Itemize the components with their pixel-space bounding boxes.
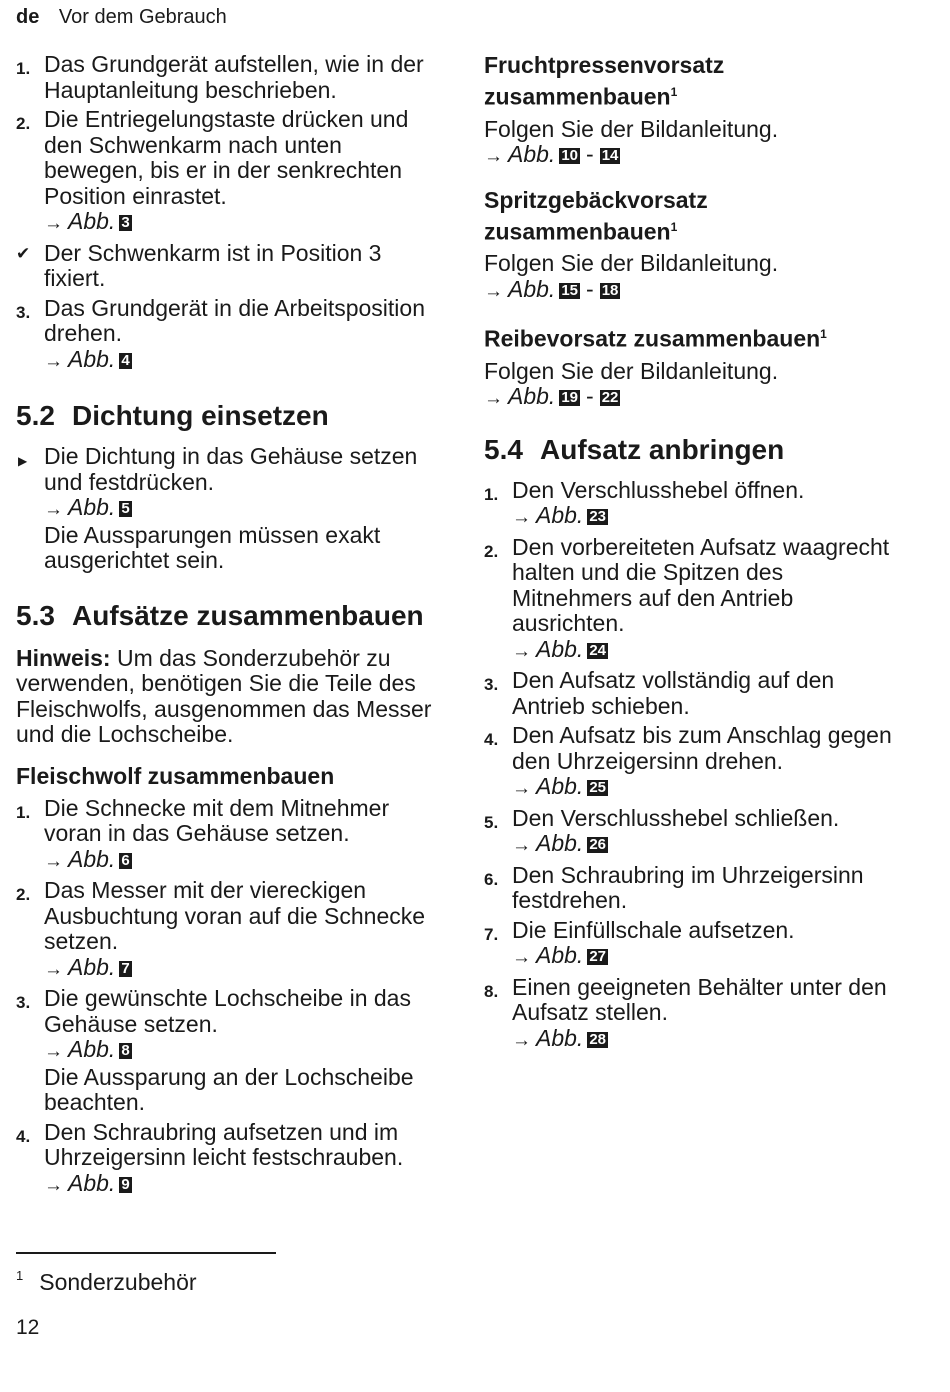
step-text: Das Grundgerät in die Arbeitsposition drehen. [44, 294, 425, 346]
figure-reference [512, 637, 904, 665]
hint-label: Hinweis: [16, 644, 111, 671]
step-number: 3. [16, 993, 31, 1012]
step-number: 8. [484, 981, 499, 1001]
footnote-marker: 1 [670, 85, 678, 99]
step-number: 2. [16, 114, 31, 133]
result-text: Der Schwenkarm ist in Position 3 fixiert. [44, 239, 382, 291]
footnote-text: Sonderzubehör [39, 1269, 197, 1295]
step-text: Die Schnecke mit dem Mitnehmer voran in das Gehäuse setzen. [44, 794, 390, 846]
step-text: Den vorbereiteten Aufsatz waagrecht halten und die Spitzen des Mitnehmers auf den Antrieb ausrichten. [512, 533, 890, 637]
step-item [16, 107, 436, 237]
arrow-right-icon: → [484, 146, 503, 168]
abb-label: Abb. [508, 383, 556, 410]
arrow-right-icon: → [44, 1041, 63, 1062]
step-note: Die Aussparung an der Lochscheibe beachten. [44, 1063, 414, 1115]
figure-number-badge: 15 [561, 281, 579, 299]
step-number: 1. [484, 484, 499, 504]
step-number: 2. [484, 541, 499, 561]
language-code: de [16, 6, 40, 28]
abb-label: Abb. [508, 275, 556, 302]
step-number: 4. [484, 730, 499, 750]
figure-number-badge: 5 [121, 500, 130, 517]
abb-label: Abb. [68, 1036, 116, 1062]
footnote-divider [16, 1252, 276, 1254]
figure-number-badge: 22 [601, 389, 619, 407]
checkmark-icon: ✔ [16, 243, 31, 263]
section-5-4 [484, 434, 904, 1054]
figure-number-badge: 25 [589, 779, 607, 797]
abb-label: Abb. [68, 953, 116, 980]
figure-reference [44, 495, 436, 523]
section-heading [484, 434, 904, 466]
arrow-right-icon: → [512, 507, 531, 529]
step-text: Das Messer mit der viereckigen Ausbuchtung voran auf die Schnecke setzen. [44, 877, 426, 954]
step-item [16, 796, 436, 875]
figure-range-reference [484, 142, 904, 170]
figure-reference [44, 209, 436, 237]
figure-number-badge: 3 [121, 214, 130, 231]
figure-reference [44, 955, 436, 983]
subsection-text: Folgen Sie der Bildanleitung. [484, 115, 779, 142]
abb-label: Abb. [68, 208, 116, 234]
intro-steps [16, 52, 436, 374]
step-text: Den Aufsatz vollständig auf den Antrieb schieben. [512, 667, 835, 719]
hint-text: Um das Sonderzubehör zu verwenden, benötigen Sie die Teile des Fleischwolfs, ausgenommen das Messer und die Lochscheibe. [16, 644, 432, 747]
section-title: Dichtung einsetzen [72, 400, 329, 431]
abb-label: Abb. [536, 502, 584, 529]
range-dash: - [586, 383, 594, 410]
section-number: 5.4 [484, 433, 523, 465]
hint-paragraph [16, 646, 436, 748]
action-note: Die Aussparungen müssen exakt ausgerichtet sein. [44, 521, 381, 573]
step-item [484, 975, 904, 1054]
step-item [16, 296, 436, 375]
step-number: 4. [16, 1126, 31, 1146]
figure-number-badge: 4 [121, 351, 130, 369]
figure-reference [44, 347, 436, 375]
range-dash: - [586, 141, 594, 168]
figure-number-badge: 23 [589, 508, 607, 526]
section-heading [16, 400, 436, 432]
figure-reference [512, 1026, 904, 1054]
figure-number-badge: 27 [589, 948, 607, 966]
arrow-right-icon: → [44, 213, 63, 234]
subsection-text: Folgen Sie der Bildanleitung. [484, 357, 779, 384]
arrow-right-icon: → [44, 1174, 63, 1196]
figure-number-badge: 10 [561, 147, 579, 165]
step-text: Die Einfüllschale aufsetzen. [512, 916, 795, 943]
abb-label: Abb. [68, 494, 116, 520]
step-item [16, 1120, 436, 1199]
step-number: 2. [16, 885, 31, 904]
abb-label: Abb. [68, 1169, 116, 1196]
step-number: 3. [16, 302, 31, 322]
subsection-fruchtpresse [484, 52, 904, 170]
subsection-heading [484, 52, 904, 111]
abb-label: Abb. [536, 830, 584, 857]
figure-range-reference [484, 277, 904, 305]
right-column [484, 52, 904, 1053]
figure-reference [512, 774, 904, 802]
footnote-marker: 1 [820, 327, 827, 342]
footnote-marker: 1 [670, 219, 678, 234]
figure-reference [44, 1171, 436, 1199]
step-text: Das Grundgerät aufstellen, wie in der Hauptanleitung beschrieben. [44, 51, 424, 103]
section-number: 5.3 [16, 599, 55, 631]
page-number: 12 [16, 1316, 40, 1339]
step-item [16, 878, 436, 982]
step-text: Den Verschlusshebel öffnen. [512, 476, 805, 503]
assembly-steps [16, 796, 436, 1199]
figure-number-badge: 26 [589, 836, 607, 854]
step-text: Die gewünschte Lochscheibe in das Gehäuse setzen. [44, 985, 411, 1037]
step-item [484, 668, 904, 719]
range-dash: - [586, 275, 594, 302]
arrow-right-icon: → [44, 850, 63, 872]
attach-steps [484, 478, 904, 1054]
abb-label: Abb. [536, 1024, 584, 1051]
step-number: 3. [484, 675, 499, 695]
abb-label: Abb. [536, 773, 584, 800]
action-item [16, 444, 436, 574]
section-title: Aufsatz anbringen [540, 433, 785, 465]
subsection-heading: Fleischwolf zusammenbauen [16, 762, 335, 789]
subsection-spritzgebaeck [484, 187, 904, 305]
step-item [16, 986, 436, 1116]
arrow-right-icon: → [44, 958, 63, 980]
arrow-right-icon: → [512, 640, 531, 662]
subsection-text: Folgen Sie der Bildanleitung. [484, 250, 779, 277]
footnote [16, 1268, 197, 1296]
figure-range-reference [484, 384, 904, 412]
arrow-right-icon: → [512, 778, 531, 800]
abb-label: Abb. [68, 345, 116, 372]
step-number: 1. [16, 802, 31, 822]
step-item [484, 806, 904, 859]
step-text: Den Schraubring aufsetzen und im Uhrzeigersinn leicht festschrauben. [44, 1118, 404, 1170]
left-column [16, 52, 436, 1198]
step-number: 7. [484, 924, 499, 944]
abb-label: Abb. [68, 845, 116, 872]
arrow-right-icon: → [484, 388, 503, 410]
step-item [16, 52, 436, 103]
result-item [16, 241, 436, 292]
step-item [484, 918, 904, 971]
figure-reference [512, 943, 904, 971]
figure-number-badge: 24 [589, 641, 607, 659]
figure-reference [512, 831, 904, 859]
action-text: Die Dichtung in das Gehäuse setzen und festdrücken. [44, 443, 418, 495]
figure-number-badge: 28 [589, 1030, 607, 1048]
section-5-2 [16, 400, 436, 574]
step-text: Den Verschlusshebel schließen. [512, 804, 840, 831]
step-item [484, 535, 904, 665]
subsection-heading [484, 187, 904, 246]
footnote-number: 1 [16, 1268, 24, 1283]
arrow-right-icon: → [512, 835, 531, 857]
figure-number-badge: 19 [561, 389, 579, 407]
page-header [16, 6, 227, 29]
figure-number-badge: 14 [601, 147, 619, 165]
running-section-title: Vor dem Gebrauch [58, 6, 227, 28]
arrow-right-icon: → [44, 350, 63, 372]
figure-reference [44, 1037, 436, 1065]
step-text: Den Schraubring im Uhrzeigersinn festdrehen. [512, 861, 864, 914]
section-number: 5.2 [16, 400, 55, 431]
subsection-title: Reibevorsatz zusammenbauen [484, 325, 821, 352]
figure-number-badge: 6 [121, 851, 130, 869]
section-title: Aufsätze zusammenbauen [72, 599, 424, 631]
step-text: Die Entriegelungstaste drücken und den Schwenkarm nach unten bewegen, bis er in der senkrechten Position einrastet. [44, 106, 409, 209]
figure-number-badge: 8 [121, 1042, 130, 1059]
step-text: Einen geeigneten Behälter unter den Aufsatz stellen. [512, 973, 887, 1026]
step-item [484, 863, 904, 914]
abb-label: Abb. [508, 141, 556, 168]
step-text: Den Aufsatz bis zum Anschlag gegen den Uhrzeigersinn drehen. [512, 722, 892, 774]
step-number: 6. [484, 869, 499, 889]
figure-number-badge: 9 [121, 1175, 130, 1193]
abb-label: Abb. [536, 942, 584, 969]
subsection-title: Spritzgebäckvorsatz zusammenbauen [484, 186, 708, 245]
step-item [484, 478, 904, 531]
abb-label: Abb. [536, 635, 584, 662]
arrow-right-icon: → [484, 280, 503, 302]
arrow-right-icon: → [44, 499, 63, 520]
figure-number-badge: 18 [601, 281, 619, 299]
arrow-right-icon: → [512, 1029, 531, 1051]
bullet-triangle-icon: ▶ [18, 454, 28, 468]
step-number: 5. [484, 812, 499, 832]
figure-reference [44, 847, 436, 875]
section-heading [16, 600, 436, 632]
subsection-title: Fruchtpressenvorsatz zusammenbauen [484, 52, 725, 110]
section-5-3 [16, 600, 436, 1199]
subsection-reibevorsatz [484, 321, 904, 412]
figure-reference [512, 503, 904, 531]
step-item [484, 723, 904, 802]
subsection-heading [484, 321, 904, 353]
arrow-right-icon: → [512, 947, 531, 969]
figure-number-badge: 7 [121, 959, 130, 977]
step-number: 1. [16, 59, 31, 78]
